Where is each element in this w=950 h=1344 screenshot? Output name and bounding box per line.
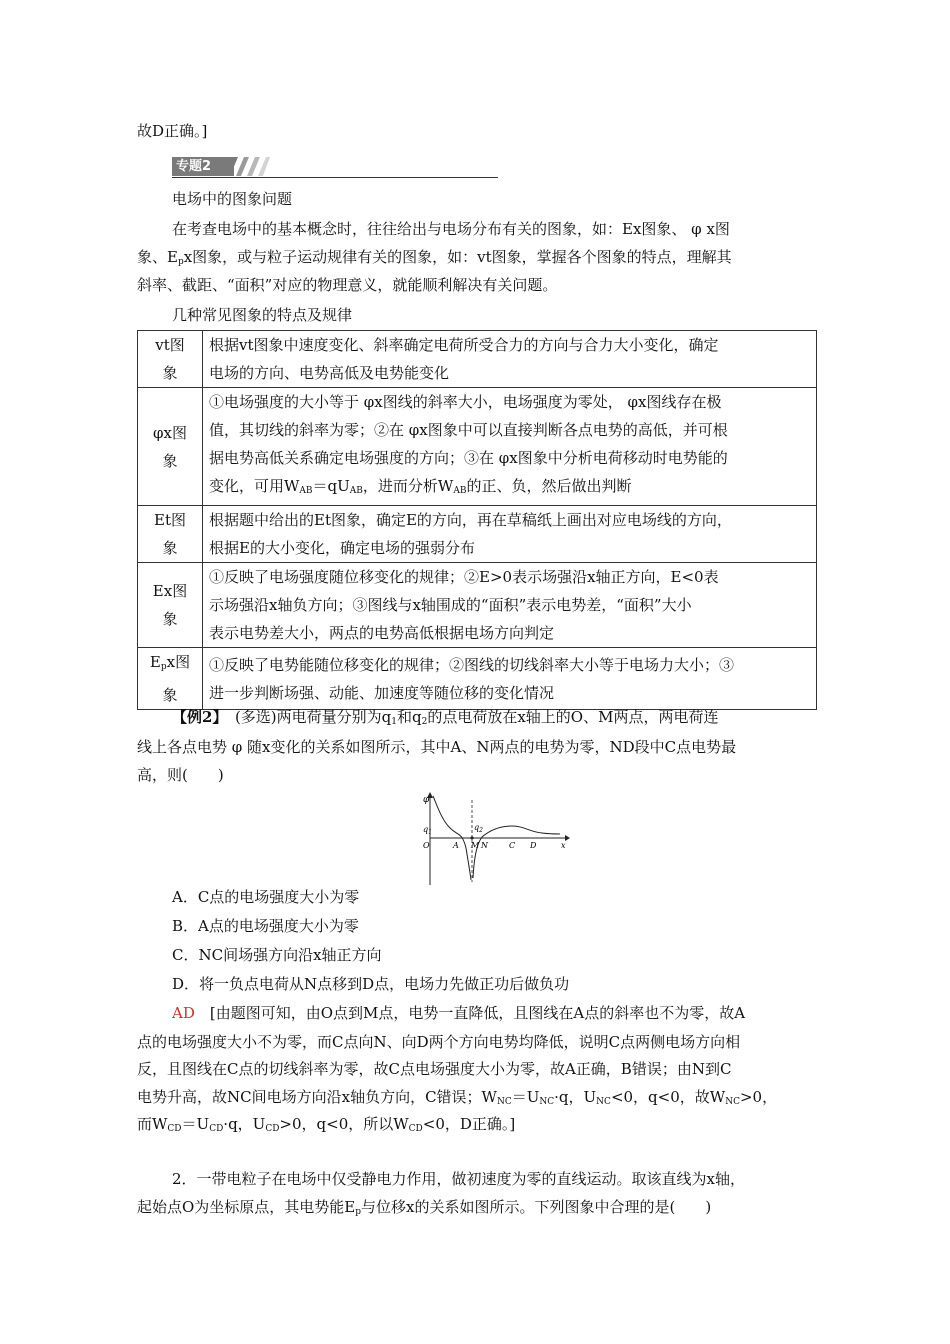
potential-graph xyxy=(420,790,570,885)
section-tag: 专题2 xyxy=(172,157,234,176)
example-line-3: 高，则( ) xyxy=(137,766,224,784)
option-d: D．将一负点电荷从N点移到D点，电场力先做正功后做负功 xyxy=(172,975,570,993)
row-head: Et图 象 xyxy=(138,506,203,563)
section-rule xyxy=(172,177,498,178)
row-content: 根据题中给出的Et图象，确定E的方向，再在草稿纸上画出对应电场线的方向， 根据E的大小变化，确定电场的强弱分布 xyxy=(203,506,817,563)
example-line-1: 【例2】 (多选)两电荷量分别为$q_1$和$q_2$的点电荷放在x轴上的O、M两点，两电荷连 xyxy=(172,708,719,727)
top-line: 故D正确。] xyxy=(137,122,208,140)
phi-label: φ xyxy=(423,795,430,805)
table-row xyxy=(138,648,817,710)
section-badge xyxy=(172,157,498,181)
explanation-line-1: AD [由题图可知，由O点到M点，电势一直降低，且图线在A点的斜率也不为零，故A xyxy=(172,1004,746,1022)
answer-label: AD xyxy=(172,1004,195,1022)
row-content: ①反映了电势能随位移变化的规律；②图线的切线斜率大小等于电场力大小；③ 进一步判断场强、动能、加速度等随位移的变化情况 xyxy=(203,648,817,710)
row-content: 根据vt图象中速度变化、斜率确定电荷所受合力的方向与合力大小变化，确定 电场的方向、电势高低及电势能变化 xyxy=(203,331,817,388)
features-table xyxy=(137,330,817,710)
table-row xyxy=(138,506,817,563)
row-head: Ex图 象 xyxy=(138,563,203,648)
explanation-line-4: 电势升高，故NC间电场方向沿x轴负方向，C错误；$W_{NC}=U_{NC}\cdot q$，$U_{NC}<0$，q<0，故$W_{NC}>0$， xyxy=(137,1088,778,1107)
q2-label: $q_2$ xyxy=(474,823,483,834)
row-content: ①反映了电场强度随位移变化的规律；②E>0表示场强沿x轴正方向，E<0表 示场强沿x轴负方向；③图线与x轴围成的“面积”表示电势差，“面积”大小 表示电势差大小，两点的电势高低根据电场方向判定 xyxy=(203,563,817,648)
question2-line-1: 2．一带电粒子在电场中仅受静电力作用，做初速度为零的直线运动。取该直线为x轴， xyxy=(172,1170,746,1188)
question2-line-2: 起始点O为坐标原点，其电势能$E_p$与位移x的关系如图所示。下列图象中合理的是( ) xyxy=(137,1198,712,1217)
O-label: O xyxy=(423,841,430,850)
q1-label: $q_1$ xyxy=(423,825,432,836)
D-label: D xyxy=(530,841,537,850)
section-title: 电场中的图象问题 xyxy=(172,190,293,208)
option-c: C．NC间场强方向沿x轴正方向 xyxy=(172,946,382,964)
option-a: A．C点的电场强度大小为零 xyxy=(172,888,360,906)
table-row xyxy=(138,563,817,648)
row-head: $E_px$图 象 xyxy=(138,648,203,710)
A-label: A xyxy=(453,841,459,850)
intro-line-3: 斜率、截距、“面积”对应的物理意义，就能顺利解决有关问题。 xyxy=(137,276,558,294)
x-label: x xyxy=(561,841,566,850)
explanation-line-2: 点的电场强度大小不为零，而C点向N、向D两个方向电势均降低，说明C点两侧电场方向相 xyxy=(137,1033,741,1051)
N-label: N xyxy=(481,841,488,850)
M-label: M xyxy=(471,841,480,850)
intro-line-2: 象、$E_px$图象，或与粒子运动规律有关的图象，如：vt图象，掌握各个图象的特点，理解其 xyxy=(137,248,732,267)
row-head: φx图 象 xyxy=(138,388,203,506)
option-b: B．A点的电场强度大小为零 xyxy=(172,917,359,935)
stripes-decoration xyxy=(230,157,270,176)
explanation-line-5: 而$W_{CD}=U_{CD}\cdot q$，$U_{CD}>0$，q<0，所以$W_{CD}<0$，D正确。] xyxy=(137,1115,516,1134)
row-head: vt图 象 xyxy=(138,331,203,388)
example-line-2: 线上各点电势 φ 随x变化的关系如图所示，其中A、N两点的电势为零，ND段中C点电势最 xyxy=(137,738,737,756)
row-content: ①电场强度的大小等于 φx图线的斜率大小，电场强度为零处， φx图线存在极 值，其切线的斜率为零；②在 φx图象中可以直接判断各点电势的高低，并可根 据电势高低关系确定电场强度的方向；③在 φx图象中分析电荷移动时电势能的 变化，可用$W_{AB}=qU_{AB}$，进而分析$W_{AB}$的正、负，然后做出判断 xyxy=(203,388,817,506)
table-caption: 几种常见图象的特点及规律 xyxy=(172,306,353,324)
table-row xyxy=(138,388,817,506)
intro-line-1: 在考查电场中的基本概念时，往往给出与电场分布有关的图象，如：Ex图象、 φ x图 xyxy=(172,220,730,238)
C-label: C xyxy=(509,841,516,850)
table-row xyxy=(138,331,817,388)
explanation-line-3: 反，且图线在C点的切线斜率为零，故C点电场强度大小为零，故A正确，B错误；由N到C xyxy=(137,1060,732,1078)
